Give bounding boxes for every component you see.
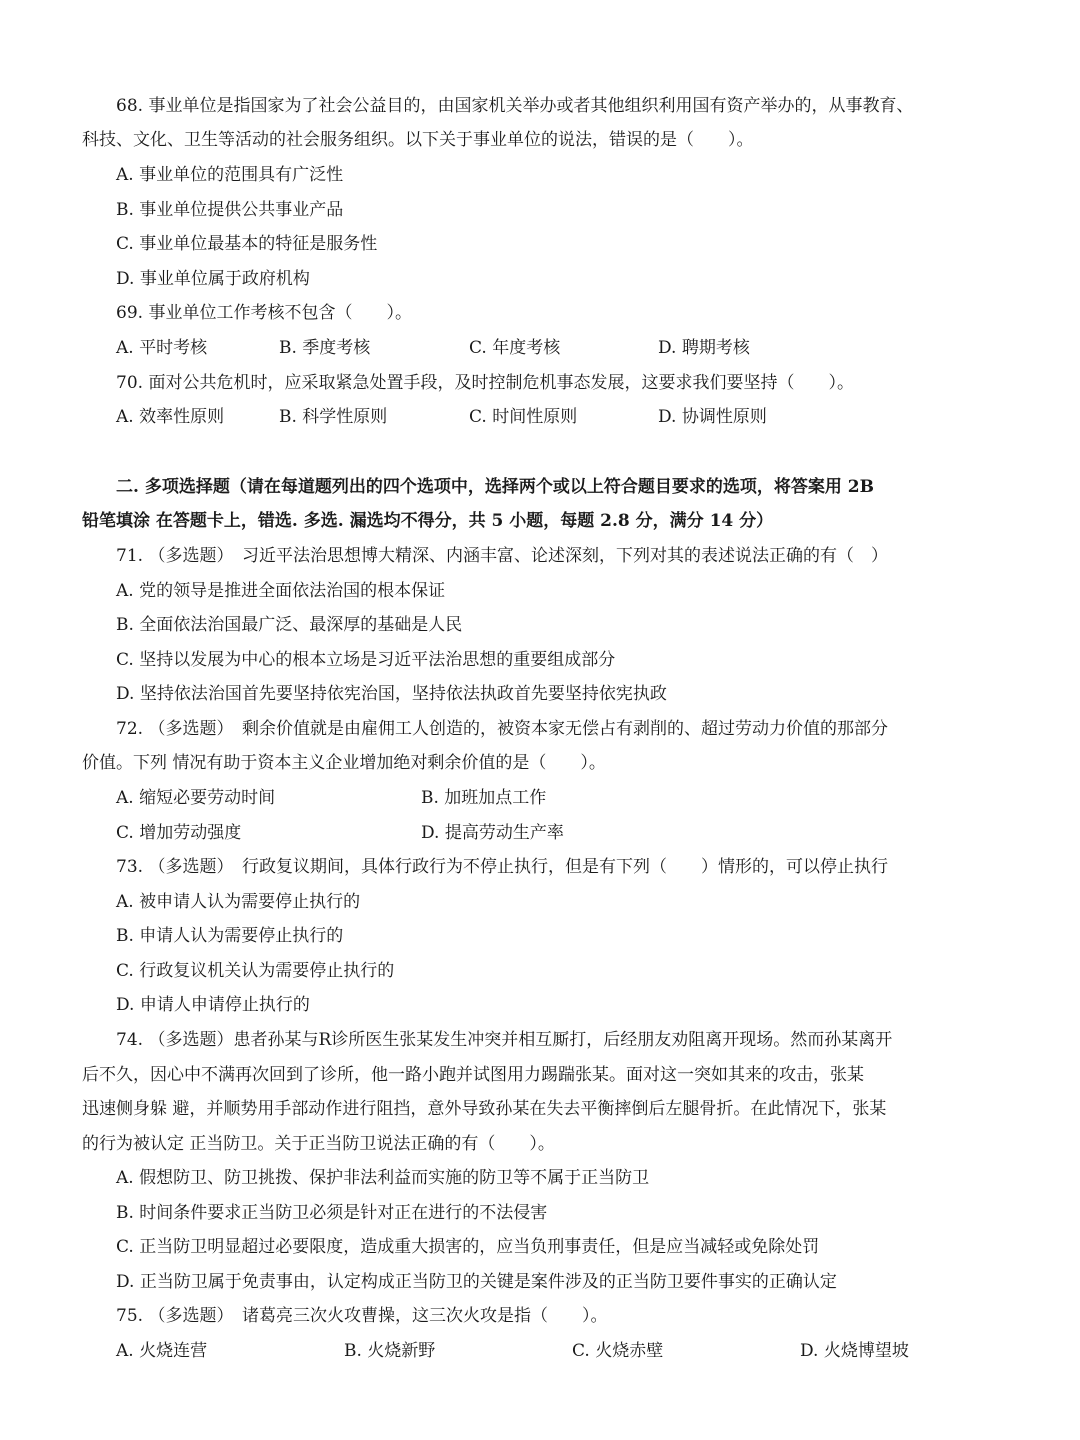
q68-stem-line1: 68. 事业单位是指国家为了社会公益目的，由国家机关举办或者其他组织利用国有资产举办的，从事教育、: [116, 96, 914, 116]
q69-option-d: D. 聘期考核: [658, 338, 750, 358]
q75-option-d: D. 火烧博望坡: [800, 1341, 909, 1361]
q72-stem-line1: 72. （多选题） 剩余价值就是由雇佣工人创造的，被资本家无偿占有剥削的、超过劳动力价值的那部分: [116, 719, 888, 739]
q72-option-c: C. 增加劳动强度: [116, 823, 242, 843]
q75-option-b: B. 火烧新野: [344, 1341, 436, 1361]
q71-option-c: C. 坚持以发展为中心的根本立场是习近平法治思想的重要组成部分: [116, 650, 616, 670]
q73-option-a: A. 被申请人认为需要停止执行的: [116, 892, 361, 912]
q71-option-a: A. 党的领导是推进全面依法治国的根本保证: [116, 581, 446, 601]
q68-stem-line2: 科技、文化、卫生等活动的社会服务组织。以下关于事业单位的说法，错误的是（ ）。: [82, 130, 754, 150]
q74-option-a: A. 假想防卫、防卫挑拨、保护非法利益而实施的防卫等不属于正当防卫: [116, 1168, 650, 1188]
q69-option-b: B. 季度考核: [279, 338, 371, 358]
q74-option-d: D. 正当防卫属于免责事由，认定构成正当防卫的关键是案件涉及的正当防卫要件事实的正确认定: [116, 1272, 837, 1292]
q72-stem-line2: 价值。下列 情况有助于资本主义企业增加绝对剩余价值的是（ ）。: [82, 753, 606, 773]
q68-option-d: D. 事业单位属于政府机构: [116, 269, 310, 289]
q73-option-d: D. 申请人申请停止执行的: [116, 995, 310, 1015]
q68-option-a: A. 事业单位的范围具有广泛性: [116, 165, 344, 185]
q70-option-b: B. 科学性原则: [279, 407, 388, 427]
q70-option-d: D. 协调性原则: [658, 407, 767, 427]
q75-stem: 75. （多选题） 诸葛亮三次火攻曹操，这三次火攻是指（ ）。: [116, 1306, 608, 1326]
q71-stem: 71. （多选题） 习近平法治思想博大精深、内涵丰富、论述深刻，下列对其的表述说法正确的有（ ）: [116, 546, 888, 566]
q73-option-b: B. 申请人认为需要停止执行的: [116, 926, 344, 946]
q74-stem-line2: 后不久，因心中不满再次回到了诊所，他一路小跑并试图用力踢踹张某。面对这一突如其来的攻击，张某: [82, 1065, 864, 1085]
q68-option-b: B. 事业单位提供公共事业产品: [116, 200, 344, 220]
q73-option-c: C. 行政复议机关认为需要停止执行的: [116, 961, 395, 981]
q69-option-c: C. 年度考核: [469, 338, 561, 358]
q74-stem-line3: 迅速侧身躲 避，并顺势用手部动作进行阻挡，意外导致孙某在失去平衡摔倒后左腿骨折。在此情况下，张某: [82, 1099, 887, 1119]
section2-heading-line1: 二. 多项选择题（请在每道题列出的四个选项中，选择两个或以上符合题目要求的选项，将答案用 2B: [116, 477, 874, 497]
q75-option-c: C. 火烧赤壁: [572, 1341, 664, 1361]
section2-heading-line2: 铅笔填涂 在答题卡上，错选. 多选. 漏选均不得分，共 5 小题，每题 2.8 分，满分 14 分）: [82, 511, 774, 531]
q71-option-d: D. 坚持依法治国首先要坚持依宪治国，坚持依法执政首先要坚持依宪执政: [116, 684, 667, 704]
q74-option-c: C. 正当防卫明显超过必要限度，造成重大损害的，应当负刑事责任，但是应当减轻或免除处罚: [116, 1237, 820, 1257]
q72-option-b: B. 加班加点工作: [421, 788, 547, 808]
q72-option-a: A. 缩短必要劳动时间: [116, 788, 276, 808]
q75-option-a: A. 火烧连营: [116, 1341, 208, 1361]
q68-option-c: C. 事业单位最基本的特征是服务性: [116, 234, 378, 254]
q69-option-a: A. 平时考核: [116, 338, 208, 358]
q71-option-b: B. 全面依法治国最广泛、最深厚的基础是人民: [116, 615, 463, 635]
q74-option-b: B. 时间条件要求正当防卫必须是针对正在进行的不法侵害: [116, 1203, 548, 1223]
q69-stem: 69. 事业单位工作考核不包含（ ）。: [116, 303, 412, 323]
q70-option-c: C. 时间性原则: [469, 407, 578, 427]
q70-option-a: A. 效率性原则: [116, 407, 225, 427]
q74-stem-line4: 的行为被认定 正当防卫。关于正当防卫说法正确的有（ ）。: [82, 1134, 555, 1154]
q73-stem: 73. （多选题） 行政复议期间，具体行政行为不停止执行，但是有下列（ ）情形的，可以停止执行: [116, 857, 888, 877]
q74-stem-line1: 74. （多选题）患者孙某与R诊所医生张某发生冲突并相互厮打，后经朋友劝阻离开现场。然而孙某离开: [116, 1030, 893, 1050]
q70-stem: 70. 面对公共危机时，应采取紧急处置手段，及时控制危机事态发展，这要求我们要坚持（ ）。: [116, 373, 854, 393]
q72-option-d: D. 提高劳动生产率: [421, 823, 564, 843]
